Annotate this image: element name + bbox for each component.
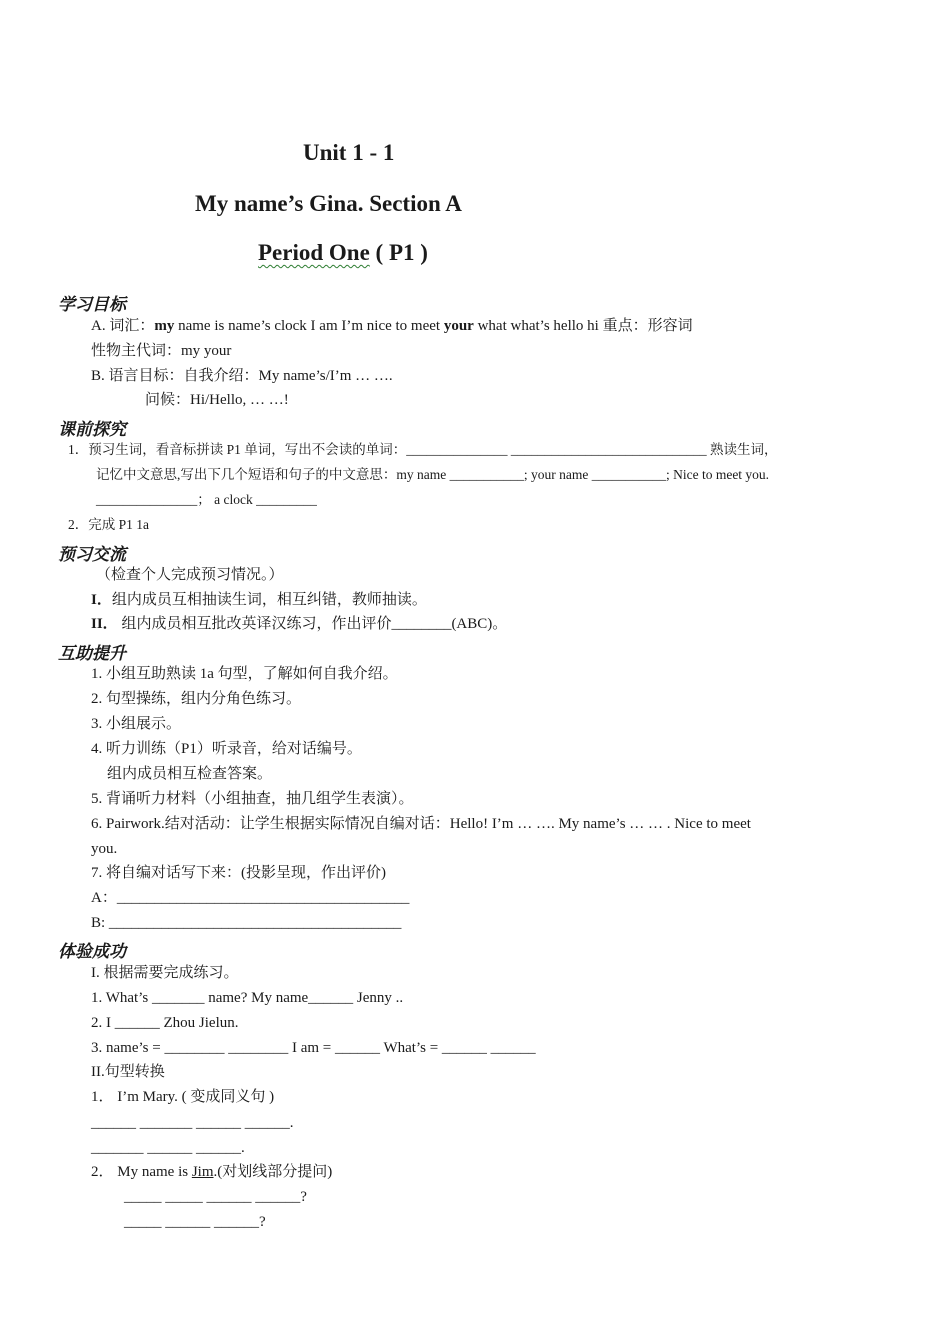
help-item-1: 1. 小组互助熟读 1a 句型，了解如何自我介绍。	[91, 666, 398, 682]
exchange-item-2-text: 组内成员相互批改英译汉练习，作出评价________(ABC)。	[117, 616, 508, 632]
exchange-item-1	[91, 591, 427, 609]
vocab-rest: what what’s hello hi 重点：形容词	[473, 318, 693, 334]
section-heading-mutual-help: 互助提升	[58, 644, 126, 664]
exchange-item-2-num: II．	[91, 616, 118, 632]
preview-item-1-cont: 记忆中文意思,写出下几个短语和句子的中文意思：my name ___________; your name ___________; Nice to meet you.	[96, 467, 770, 482]
section-heading-success: 体验成功	[58, 942, 126, 962]
unit-title: Unit 1 - 1	[303, 140, 395, 165]
transform-2	[91, 1163, 332, 1181]
vocab-my: my	[154, 318, 175, 334]
exchange-item-2	[91, 615, 507, 633]
transform-1-blank-2: _______ ______ ______.	[91, 1140, 245, 1156]
vocab-line	[91, 317, 693, 335]
vocab-words: name is name’s clock I am I’m nice to meet	[174, 318, 444, 334]
exchange-item-1-text: 组内成员互相抽读生词，相互纠错，教师抽读。	[111, 592, 427, 608]
exercise-2: 2. I ______ Zhou Jielun.	[91, 1015, 239, 1031]
help-item-6-cont: you.	[91, 841, 118, 857]
help-item-4: 4. 听力训练（P1）听录音，给对话编号。	[91, 741, 362, 757]
greeting-line: 问候：Hi/Hello, … …!	[145, 392, 289, 408]
help-item-5: 5. 背诵听力材料（小组抽查，抽几组学生表演）。	[91, 791, 414, 807]
dialogue-line-b: B: _______________________________________	[91, 915, 402, 931]
exchange-note: （检查个人完成预习情况。）	[96, 567, 284, 583]
vocab-line-2: 性物主代词：my your	[91, 343, 232, 359]
help-item-7: 7. 将自编对话写下来：(投影呈现，作出评价)	[91, 865, 386, 881]
vocab-your: your	[443, 318, 474, 334]
dialogue-line-a: A：_______________________________________	[91, 890, 410, 906]
exchange-item-1-num: I．	[91, 592, 112, 608]
help-item-6: 6. Pairwork.结对活动：让学生根据实际情况自编对话：Hello! I’m … …. My name’s … … . Nice to meet	[91, 816, 751, 832]
exercise-instruction: I. 根据需要完成练习。	[91, 965, 239, 981]
transform-2-post: .(对划线部分提问)	[213, 1164, 333, 1180]
section-heading-goals: 学习目标	[58, 295, 126, 315]
period-word: Period One	[258, 240, 370, 265]
section-heading-exchange: 预习交流	[58, 545, 126, 565]
transform-1: 1． I’m Mary. ( 变成同义句 )	[91, 1089, 275, 1105]
language-goal-line: B. 语言目标：自我介绍：My name’s/I’m … ….	[91, 368, 393, 384]
section-heading-preview: 课前探究	[58, 420, 126, 440]
transform-2-blank-2: _____ ______ ______?	[124, 1214, 266, 1230]
help-item-2: 2. 句型操练，组内分角色练习。	[91, 691, 302, 707]
vocab-prefix: A. 词汇：	[91, 318, 155, 334]
period-rest: ( P1 )	[369, 240, 428, 265]
transform-2-underlined: Jim	[191, 1164, 214, 1180]
help-item-3: 3. 小组展示。	[91, 716, 182, 732]
transform-2-blank-1: _____ _____ ______ ______?	[124, 1189, 307, 1205]
preview-item-2: 2．完成 P1 1a	[68, 517, 149, 532]
exercise-3: 3. name’s = ________ ________ I am = ______ What’s = ______ ______	[91, 1040, 536, 1056]
period-title	[258, 240, 428, 266]
transform-2-pre: 2． My name is	[91, 1164, 192, 1180]
preview-item-1: 1．预习生词，看音标拼读 P1 单词，写出不会读的单词：_______________ _____________________________ 熟读生词，	[68, 442, 778, 457]
lesson-title: My name’s Gina. Section A	[195, 191, 462, 216]
transform-1-blank-1: ______ _______ ______ ______.	[91, 1115, 294, 1131]
preview-item-1-cont-2: _______________； a clock _________	[96, 492, 317, 507]
sentence-transform-heading: II.句型转换	[91, 1064, 165, 1080]
exercise-1: 1. What’s _______ name? My name______ Jenny ..	[91, 990, 404, 1006]
help-item-4-cont: 组内成员相互检查答案。	[107, 766, 273, 782]
